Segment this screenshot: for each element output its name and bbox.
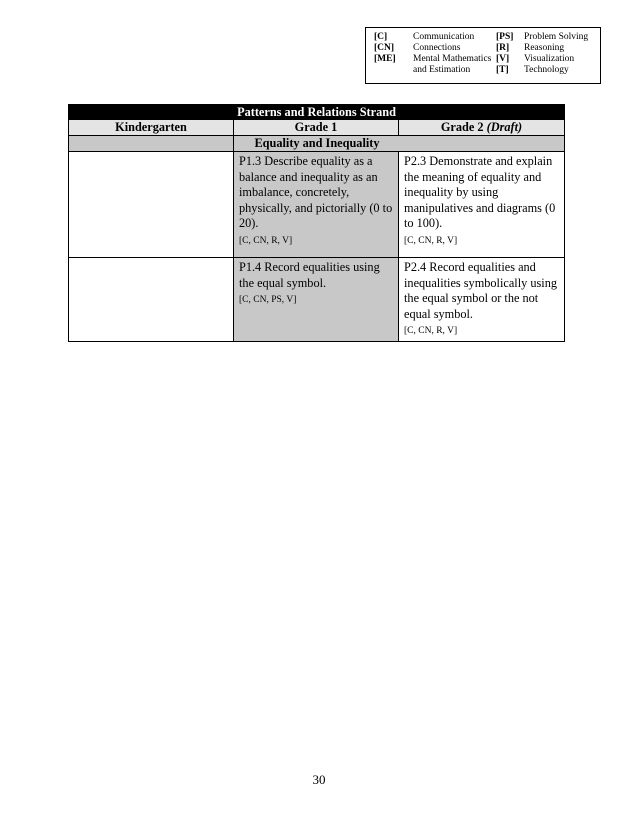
legend-label-me-line2: and Estimation bbox=[413, 65, 471, 75]
header-kindergarten: Kindergarten bbox=[69, 120, 234, 136]
kindergarten-cell bbox=[69, 152, 234, 258]
process-codes: [C, CN, PS, V] bbox=[239, 295, 297, 306]
legend-label-c: Communication bbox=[413, 32, 475, 42]
legend-code-me: [ME] bbox=[374, 54, 396, 64]
table-row bbox=[69, 258, 565, 342]
process-codes: [C, CN, R, V] bbox=[404, 326, 458, 337]
process-codes: [C, CN, R, V] bbox=[239, 235, 293, 246]
strand-title: Patterns and Relations Strand bbox=[69, 105, 565, 120]
legend-label-t: Technology bbox=[524, 65, 569, 75]
topic-empty-cell bbox=[69, 136, 234, 152]
table-row bbox=[69, 152, 565, 258]
header-grade-2 bbox=[399, 120, 565, 136]
outcomes-table bbox=[68, 104, 565, 342]
legend-label-me: Mental Mathematics bbox=[413, 54, 492, 64]
legend-label-ps: Problem Solving bbox=[524, 32, 589, 42]
outcome-text: P2.4 Record equalities and inequalities symbolically using the equal symbol or the not equal symbol. bbox=[404, 260, 558, 321]
outcome-text: P2.3 Demonstrate and explain the meaning of equality and inequality by using manipulatives and diagrams (0 to 100). bbox=[404, 154, 556, 231]
kindergarten-cell bbox=[69, 258, 234, 342]
topic-heading-text: Equality and Inequality bbox=[254, 136, 380, 150]
legend-code-t: [T] bbox=[496, 65, 509, 75]
grade-1-cell bbox=[234, 258, 399, 342]
topic-heading bbox=[234, 136, 565, 152]
legend-code-cn: [CN] bbox=[374, 43, 395, 53]
grade-2-cell bbox=[399, 152, 565, 258]
legend-label-v: Visualization bbox=[524, 54, 575, 64]
legend-label-cn: Connections bbox=[413, 43, 461, 53]
legend-label-r: Reasoning bbox=[524, 43, 565, 53]
legend-box bbox=[365, 27, 601, 84]
legend-code-v: [V] bbox=[496, 54, 510, 64]
header-grade-2-label: Grade 2 bbox=[440, 120, 484, 134]
grade-1-cell bbox=[234, 152, 399, 258]
process-codes: [C, CN, R, V] bbox=[404, 235, 458, 246]
legend-code-ps: [PS] bbox=[496, 32, 514, 42]
header-grade-2-draft: (Draft) bbox=[486, 120, 523, 134]
page-number: 30 bbox=[312, 772, 326, 787]
grade-2-cell bbox=[399, 258, 565, 342]
header-grade-1: Grade 1 bbox=[234, 120, 399, 136]
outcome-text: P1.4 Record equalities using the equal symbol. bbox=[239, 260, 380, 290]
outcome-text: P1.3 Describe equality as a balance and inequality as an imbalance, concretely, physically, and pictorially (0 to 20). bbox=[239, 154, 393, 231]
legend-code-c: [C] bbox=[374, 32, 388, 42]
legend-code-r: [R] bbox=[496, 43, 510, 53]
